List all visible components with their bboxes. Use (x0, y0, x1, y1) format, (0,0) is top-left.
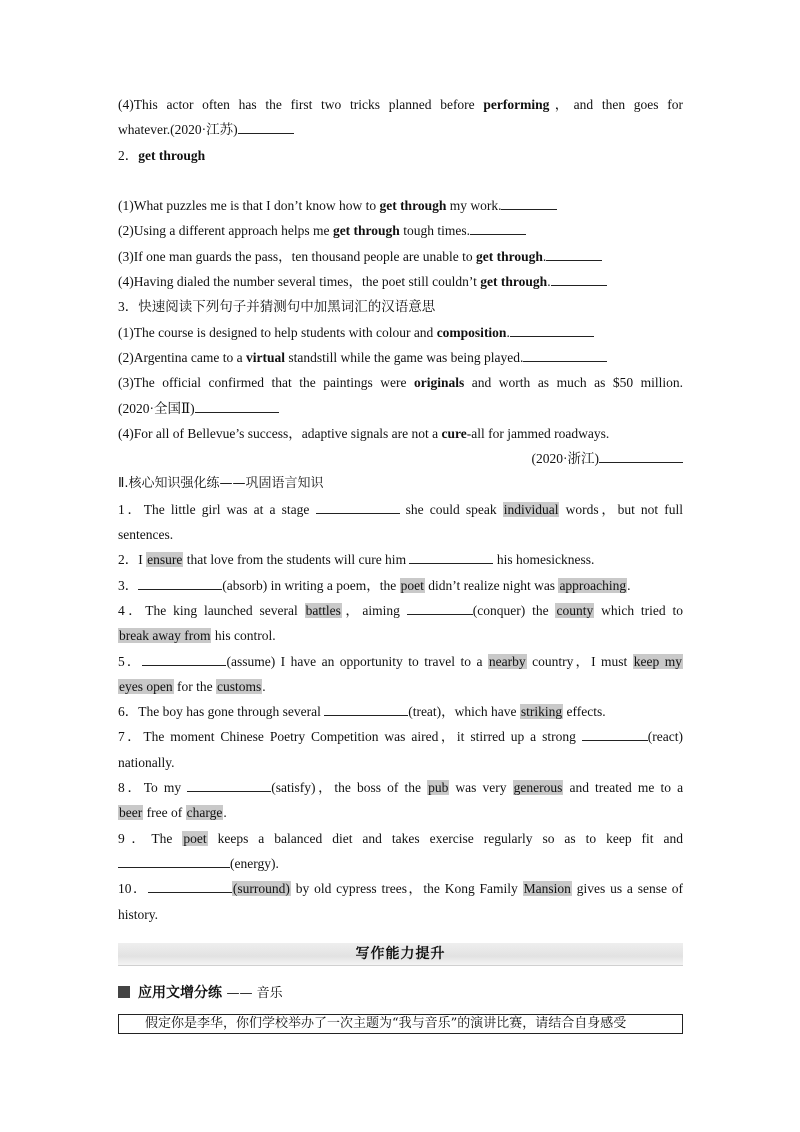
answer-blank[interactable] (551, 271, 607, 286)
spacer (118, 168, 683, 193)
highlighted-word: poet (400, 577, 424, 593)
answer-blank[interactable] (118, 853, 230, 868)
answer-blank[interactable] (546, 246, 602, 261)
section-heading: 3．快速阅读下列句子并猜测句中加黑词汇的汉语意思 (118, 299, 436, 315)
writing-prompt-box: 假定你是李华，你们学校举办了一次主题为“我与音乐”的演讲比赛，请结合自身感受 (118, 1014, 683, 1034)
highlighted-word: customs (216, 678, 262, 694)
exercise-item: (3)The official confirmed that the paintings were originals and worth as much as $50 million. (118, 375, 683, 391)
highlighted-word: eyes open (119, 678, 173, 694)
section-banner (118, 943, 683, 966)
highlighted-word: beer (119, 805, 143, 821)
highlighted-word: break away from (119, 628, 211, 644)
section-heading: 2．get through (118, 147, 206, 163)
exercise-item: (2)Using a different approach helps me get through tough times. (118, 218, 683, 243)
square-bullet-icon (118, 986, 130, 998)
exercise-item: 9．The poet keeps a balanced diet and takes exercise regularly so as to keep fit and (118, 830, 683, 846)
answer-blank[interactable] (470, 220, 526, 235)
highlighted-word: keep my (633, 653, 683, 669)
answer-blank[interactable] (407, 600, 473, 615)
answer-blank[interactable] (238, 119, 294, 134)
exercise-item-cont: break away from his control. (119, 628, 276, 644)
exercise-item: 7．The moment Chinese Poetry Competition was aired，it stirred up a strong (react) (118, 724, 683, 749)
highlighted-word: striking (520, 704, 563, 720)
answer-blank[interactable] (409, 549, 493, 564)
highlighted-word: individual (503, 501, 559, 517)
answer-blank[interactable] (187, 777, 271, 792)
answer-blank[interactable] (599, 448, 683, 463)
answer-blank[interactable] (501, 195, 557, 210)
answer-blank[interactable] (138, 575, 222, 590)
answer-blank[interactable] (582, 726, 648, 741)
exercise-item: (4)For all of Bellevue’s success，adaptive signals are not a cure-all for jammed roadways. (118, 425, 610, 441)
answer-blank[interactable] (316, 499, 400, 514)
highlighted-word: generous (513, 780, 563, 796)
exercise-item-cont: nationally. (118, 754, 175, 770)
answer-blank[interactable] (523, 347, 607, 362)
answer-blank[interactable] (148, 878, 232, 893)
highlighted-word: nearby (488, 653, 526, 669)
section-heading: Ⅱ.核心知识强化练——巩固语言知识 (118, 476, 324, 492)
exercise-item-cont: eyes open for the customs. (119, 678, 266, 694)
exercise-item-cont: (2020·浙江) (118, 446, 683, 471)
highlighted-word: ensure (147, 552, 183, 568)
answer-blank[interactable] (142, 651, 226, 666)
exercise-item: (2)Argentina came to a virtual standstill while the game was being played. (118, 345, 683, 370)
exercise-item: 2．I ensure that love from the students will cure him his homesickness. (118, 547, 683, 572)
answer-blank[interactable] (510, 322, 594, 337)
exercise-item-cont: (energy). (118, 851, 683, 876)
exercise-item: (1)The course is designed to help students with colour and composition. (118, 320, 683, 345)
exercise-item-cont: history. (118, 906, 158, 922)
highlighted-word: poet (183, 830, 207, 846)
exercise-item: 1．The little girl was at a stage she could speak individual words，but not full (118, 497, 683, 522)
exercise-item-cont: (2020·全国Ⅱ) (118, 396, 683, 421)
exercise-item: 6．The boy has gone through several (treat)，which have striking effects. (118, 699, 683, 724)
answer-blank[interactable] (324, 701, 408, 716)
exercise-item-cont: beer free of charge. (119, 805, 227, 821)
exercise-item: (4)Having dialed the number several times，the poet still couldn’t get through. (118, 269, 683, 294)
highlighted-word: Mansion (523, 881, 571, 897)
exercise-item: 4．The king launched several battles，aiming (conquer) the county which tried to (118, 598, 683, 623)
exercise-item-cont: whatever.(2020·江苏) (118, 117, 683, 142)
exercise-item: 3． (absorb) in writing a poem，the poet didn’t realize night was approaching. (118, 573, 683, 598)
exercise-item: 8．To my (satisfy)，the boss of the pub was very generous and treated me to a (118, 775, 683, 800)
highlighted-word: approaching (559, 577, 627, 593)
exercise-item: (3)If one man guards the pass，ten thousand people are unable to get through. (118, 244, 683, 269)
exercise-item: 5． (assume) I have an opportunity to travel to a nearby country，I must keep my (118, 649, 683, 674)
subsection-title: 应用文增分练 —— 音乐 (118, 982, 283, 1004)
highlighted-word: charge (186, 805, 223, 821)
highlighted-word: county (556, 602, 594, 618)
section-banner-title: 写作能力提升 (355, 946, 446, 962)
highlighted-word: pub (428, 780, 449, 796)
exercise-item-cont: sentences. (118, 527, 174, 543)
highlighted-word: (surround) (232, 881, 290, 897)
answer-blank[interactable] (195, 398, 279, 413)
exercise-item: (1)What puzzles me is that I don’t know how to get through my work. (118, 193, 683, 218)
exercise-page (118, 92, 683, 927)
exercise-item: (4)This actor often has the first two tricks planned before performing，and then goes for (118, 97, 684, 112)
highlighted-word: battles (305, 602, 341, 618)
exercise-item: 10． (surround) by old cypress trees，the Kong Family Mansion gives us a sense of (118, 876, 683, 901)
